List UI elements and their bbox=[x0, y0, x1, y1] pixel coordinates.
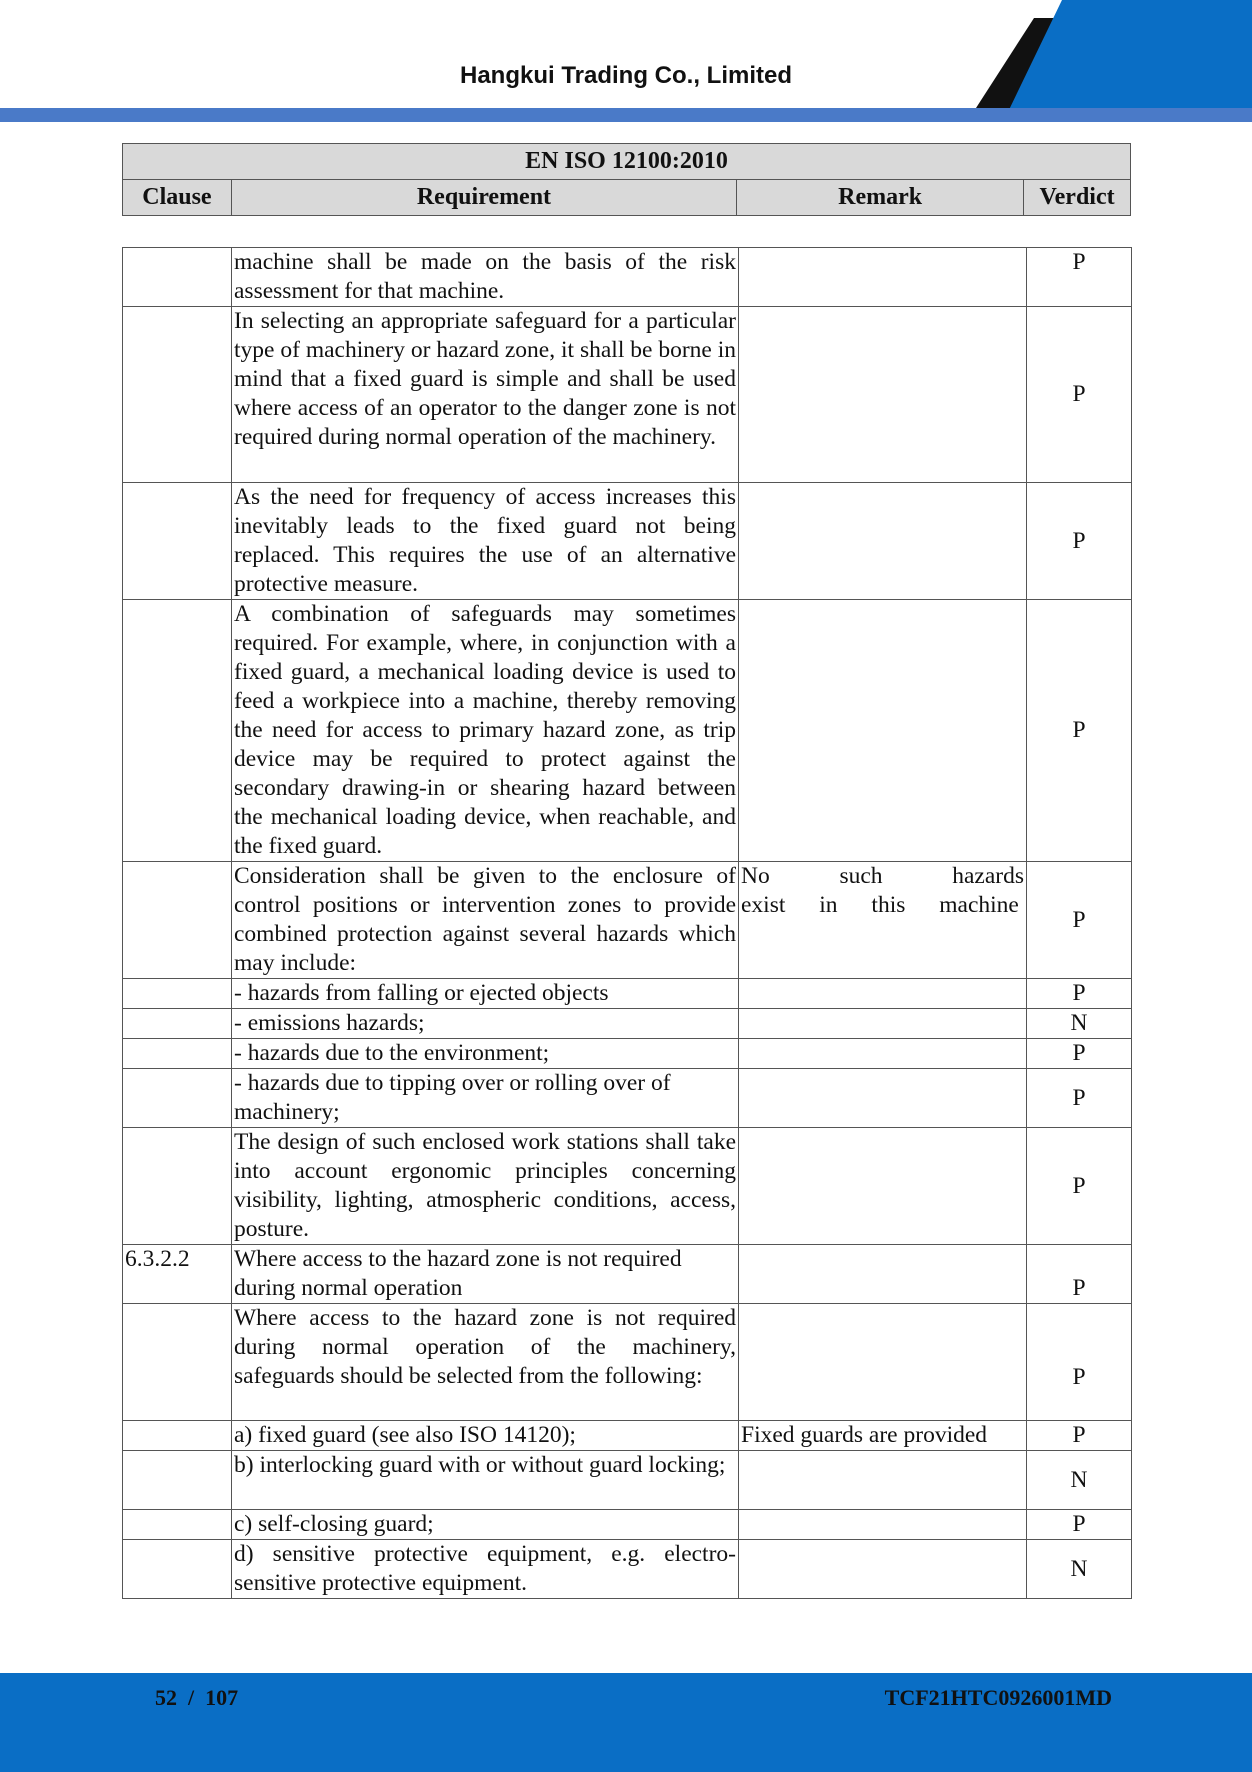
header-bar bbox=[0, 108, 1252, 122]
table-row bbox=[123, 979, 1132, 1009]
table-row bbox=[123, 1069, 1132, 1128]
clause-cell bbox=[123, 1510, 232, 1540]
clause-cell: 6.3.2.2 bbox=[123, 1245, 232, 1304]
requirement-cell: In selecting an appropriate safeguard for a particular type of machinery or hazard zone, it shall be borne in mind that a fixed guard is simple and shall be used where access of an operator to the danger zone is not required during normal operation of the machinery. bbox=[232, 307, 739, 483]
remark-cell: Fixed guards are provided bbox=[739, 1421, 1027, 1451]
clause-cell bbox=[123, 1421, 232, 1451]
clause-cell bbox=[123, 1069, 232, 1128]
verdict-cell: P bbox=[1027, 979, 1132, 1009]
table-row bbox=[123, 1009, 1132, 1039]
col-remark-header: Remark bbox=[737, 180, 1024, 216]
table-row bbox=[123, 248, 1132, 307]
verdict-cell: N bbox=[1027, 1540, 1132, 1599]
table-row bbox=[123, 307, 1132, 483]
verdict-cell: P bbox=[1027, 1069, 1132, 1128]
verdict-cell: P bbox=[1027, 248, 1132, 307]
remark-cell bbox=[739, 1245, 1027, 1304]
requirement-cell: The design of such enclosed work stations shall take into account ergonomic principles concerning visibility, lighting, atmospheric conditions, access, posture. bbox=[232, 1128, 739, 1245]
clause-cell bbox=[123, 1540, 232, 1599]
requirement-cell: Where access to the hazard zone is not required during normal operation bbox=[232, 1245, 739, 1304]
clause-cell bbox=[123, 483, 232, 600]
standard-header-table bbox=[122, 143, 1131, 216]
remark-cell bbox=[739, 248, 1027, 307]
table-row bbox=[123, 862, 1132, 979]
remark-cell bbox=[739, 483, 1027, 600]
col-verdict-header: Verdict bbox=[1024, 180, 1131, 216]
requirement-cell: - hazards from falling or ejected objects bbox=[232, 979, 739, 1009]
company-name: Hangkui Trading Co., Limited bbox=[459, 62, 792, 89]
remark-cell bbox=[739, 1039, 1027, 1069]
remark-cell bbox=[739, 1451, 1027, 1510]
requirement-cell: Where access to the hazard zone is not required during normal operation of the machinery, safeguards should be selected from the following: bbox=[232, 1304, 739, 1421]
table-row bbox=[123, 1245, 1132, 1304]
requirement-cell: machine shall be made on the basis of the risk assessment for that machine. bbox=[232, 248, 739, 307]
remark-cell bbox=[739, 307, 1027, 483]
table-row bbox=[123, 1540, 1132, 1599]
document-number: TCF21HTC0926001MD bbox=[884, 1685, 1112, 1710]
remark-cell bbox=[739, 600, 1027, 862]
remark-cell bbox=[739, 1540, 1027, 1599]
remark-cell bbox=[739, 979, 1027, 1009]
clause-cell bbox=[123, 1128, 232, 1245]
requirement-cell: a) fixed guard (see also ISO 14120); bbox=[232, 1421, 739, 1451]
header-blue-shape bbox=[1006, 0, 1252, 116]
remark-cell bbox=[739, 1128, 1027, 1245]
verdict-cell: P bbox=[1027, 862, 1132, 979]
table-row bbox=[123, 1510, 1132, 1540]
requirements-table bbox=[122, 247, 1132, 1599]
clause-cell bbox=[123, 1009, 232, 1039]
page-number: 52 / 107 bbox=[155, 1685, 239, 1710]
table-row bbox=[123, 1451, 1132, 1510]
verdict-cell: P bbox=[1027, 1421, 1132, 1451]
verdict-cell: P bbox=[1027, 1128, 1132, 1245]
remark-cell bbox=[739, 1009, 1027, 1039]
remark-cell bbox=[739, 1510, 1027, 1540]
clause-cell bbox=[123, 600, 232, 862]
table-row bbox=[123, 483, 1132, 600]
requirement-cell: - emissions hazards; bbox=[232, 1009, 739, 1039]
table-row bbox=[123, 1304, 1132, 1421]
verdict-cell: N bbox=[1027, 1009, 1132, 1039]
verdict-cell: P bbox=[1027, 1304, 1132, 1421]
table-row bbox=[123, 600, 1132, 862]
col-clause-header: Clause bbox=[123, 180, 232, 216]
verdict-cell: P bbox=[1027, 600, 1132, 862]
remark-cell bbox=[739, 1069, 1027, 1128]
verdict-cell: P bbox=[1027, 483, 1132, 600]
clause-cell bbox=[123, 862, 232, 979]
table-row bbox=[123, 1421, 1132, 1451]
clause-cell bbox=[123, 1039, 232, 1069]
requirement-cell: c) self-closing guard; bbox=[232, 1510, 739, 1540]
verdict-cell: P bbox=[1027, 1510, 1132, 1540]
requirement-cell: A combination of safeguards may sometimes required. For example, where, in conjunction with a fixed guard, a mechanical loading device is used to feed a workpiece into a machine, thereby removing the need for access to primary hazard zone, as trip device may be required to protect against the secondary drawing-in or shearing hazard between the mechanical loading device, when reachable, and the fixed guard. bbox=[232, 600, 739, 862]
requirement-cell: As the need for frequency of access increases this inevitably leads to the fixed guard not being replaced. This requires the use of an alternative protective measure. bbox=[232, 483, 739, 600]
col-requirement-header: Requirement bbox=[231, 180, 736, 216]
clause-cell bbox=[123, 248, 232, 307]
remark-cell: No such hazards exist in this machine bbox=[739, 862, 1027, 979]
table-row bbox=[123, 1039, 1132, 1069]
verdict-cell: P bbox=[1027, 1039, 1132, 1069]
requirement-cell: d) sensitive protective equipment, e.g. electro-sensitive protective equipment. bbox=[232, 1540, 739, 1599]
clause-cell bbox=[123, 307, 232, 483]
table-row bbox=[123, 1128, 1132, 1245]
requirement-cell: b) interlocking guard with or without guard locking; bbox=[232, 1451, 739, 1510]
clause-cell bbox=[123, 979, 232, 1009]
clause-cell bbox=[123, 1451, 232, 1510]
clause-cell bbox=[123, 1304, 232, 1421]
verdict-cell: P bbox=[1027, 307, 1132, 483]
verdict-cell: P bbox=[1027, 1245, 1132, 1304]
standard-title: EN ISO 12100:2010 bbox=[123, 144, 1131, 180]
requirement-cell: Consideration shall be given to the enclosure of control positions or intervention zones to provide combined protection against several hazards which may include: bbox=[232, 862, 739, 979]
requirement-cell: - hazards due to tipping over or rolling over of machinery; bbox=[232, 1069, 739, 1128]
remark-cell bbox=[739, 1304, 1027, 1421]
requirement-cell: - hazards due to the environment; bbox=[232, 1039, 739, 1069]
verdict-cell: N bbox=[1027, 1451, 1132, 1510]
